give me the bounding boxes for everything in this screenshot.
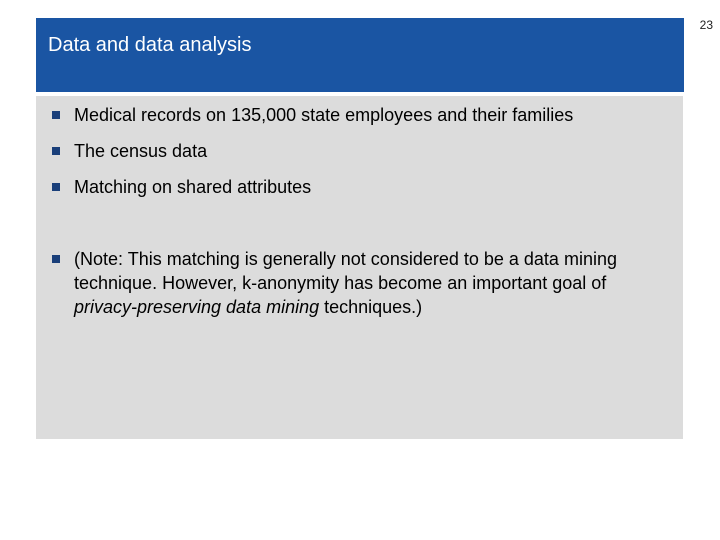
square-bullet-icon [52, 175, 74, 199]
note-text-after: techniques.) [319, 297, 423, 317]
title-bar [36, 18, 684, 92]
bullet-item [52, 103, 672, 127]
bullet-text [74, 247, 672, 319]
note-text-italic: privacy-preserving data mining [74, 297, 320, 317]
content-panel [36, 96, 683, 439]
bullet-item [52, 139, 672, 163]
bullet-text: Matching on shared attributes [74, 177, 312, 197]
bullet-item [52, 175, 672, 199]
bullet-text: The census data [74, 141, 208, 161]
square-bullet-icon [52, 247, 74, 271]
square-bullet-icon [52, 139, 74, 163]
square-bullet-icon [52, 103, 74, 127]
page-number: 23 [699, 18, 713, 32]
bullet-item [52, 247, 672, 319]
bullet-text: Medical records on 135,000 state employees and their families [74, 105, 574, 125]
slide-title: Data and data analysis [48, 34, 252, 56]
note-text-before: (Note: This matching is generally not considered to be a data mining technique. However, k-anonymity has become an important goal of [74, 249, 617, 293]
